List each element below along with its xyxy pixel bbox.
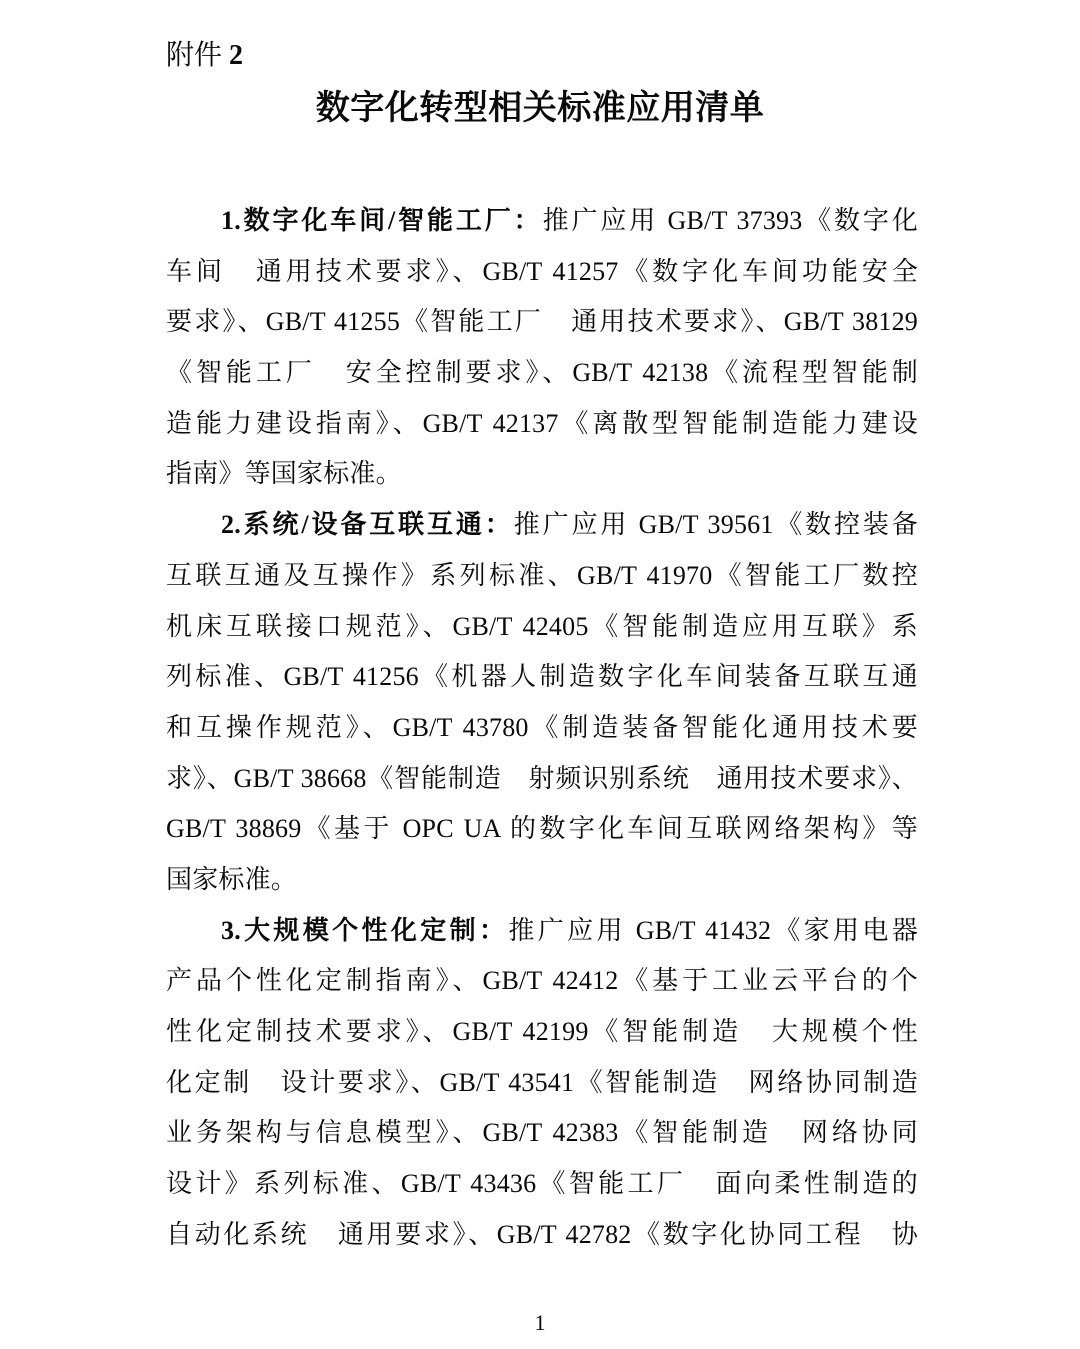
paragraph-lead: 1.数字化车间/智能工厂： — [221, 206, 543, 235]
text-line: 机床互联接口规范》、GB/T 42405《智能制造应用互联》系 — [166, 611, 918, 641]
paragraph — [166, 500, 918, 906]
text-line: 要求》、GB/T 41255《智能工厂 通用技术要求》、GB/T 38129 — [166, 307, 918, 337]
text-line: 业务架构与信息模型》、GB/T 42383《智能制造 网络协同 — [166, 1118, 918, 1148]
text-line: 指南》等国家标准。 — [166, 459, 402, 489]
document-body — [166, 196, 918, 1260]
paragraph — [166, 906, 918, 1261]
text-line: 3.大规模个性化定制：推广应用 GB/T 41432《家用电器 — [221, 915, 918, 945]
text-line: 求》、GB/T 38668《智能制造 射频识别系统 通用技术要求》、 — [166, 763, 918, 793]
text-line: 国家标准。 — [166, 864, 298, 894]
text-line: 2.系统/设备互联互通：推广应用 GB/T 39561《数控装备 — [221, 510, 918, 540]
text-line: 列标准、GB/T 41256《机器人制造数字化车间装备互联互通 — [166, 662, 918, 692]
attachment-label — [166, 36, 243, 76]
text-line: 1.数字化车间/智能工厂：推广应用 GB/T 37393《数字化 — [221, 206, 919, 235]
paragraph — [166, 196, 918, 500]
text-line: 和互操作规范》、GB/T 43780《制造装备智能化通用技术要 — [166, 712, 918, 742]
attachment-label-text: 附件 — [166, 40, 230, 71]
page-title: 数字化转型相关标准应用清单 — [315, 90, 765, 127]
text-line: 化定制 设计要求》、GB/T 43541《智能制造 网络协同制造 — [166, 1067, 918, 1097]
paragraph-lead: 2.系统/设备互联互通： — [221, 510, 514, 540]
text-line: 产品个性化定制指南》、GB/T 42412《基于工业云平台的个 — [166, 966, 918, 996]
attachment-number: 2 — [229, 40, 244, 71]
page-number: 1 — [534, 1310, 546, 1335]
text-line: 自动化系统 通用要求》、GB/T 42782《数字化协同工程 协 — [166, 1219, 918, 1249]
text-line: 《智能工厂 安全控制要求》、GB/T 42138《流程型智能制 — [166, 358, 918, 388]
text-line: 车间 通用技术要求》、GB/T 41257《数字化车间功能安全 — [166, 256, 918, 286]
text-line: GB/T 38869《基于 OPC UA 的数字化车间互联网络架构》等 — [166, 814, 918, 844]
text-line: 造能力建设指南》、GB/T 42137《离散型智能制造能力建设 — [166, 408, 918, 438]
paragraph-lead: 3.大规模个性化定制： — [221, 915, 509, 945]
text-line: 设计》系列标准、GB/T 43436《智能工厂 面向柔性制造的 — [166, 1169, 918, 1199]
text-line: 性化定制技术要求》、GB/T 42199《智能制造 大规模个性 — [166, 1017, 918, 1046]
text-line: 互联互通及互操作》系列标准、GB/T 41970《智能工厂数控 — [166, 560, 918, 590]
